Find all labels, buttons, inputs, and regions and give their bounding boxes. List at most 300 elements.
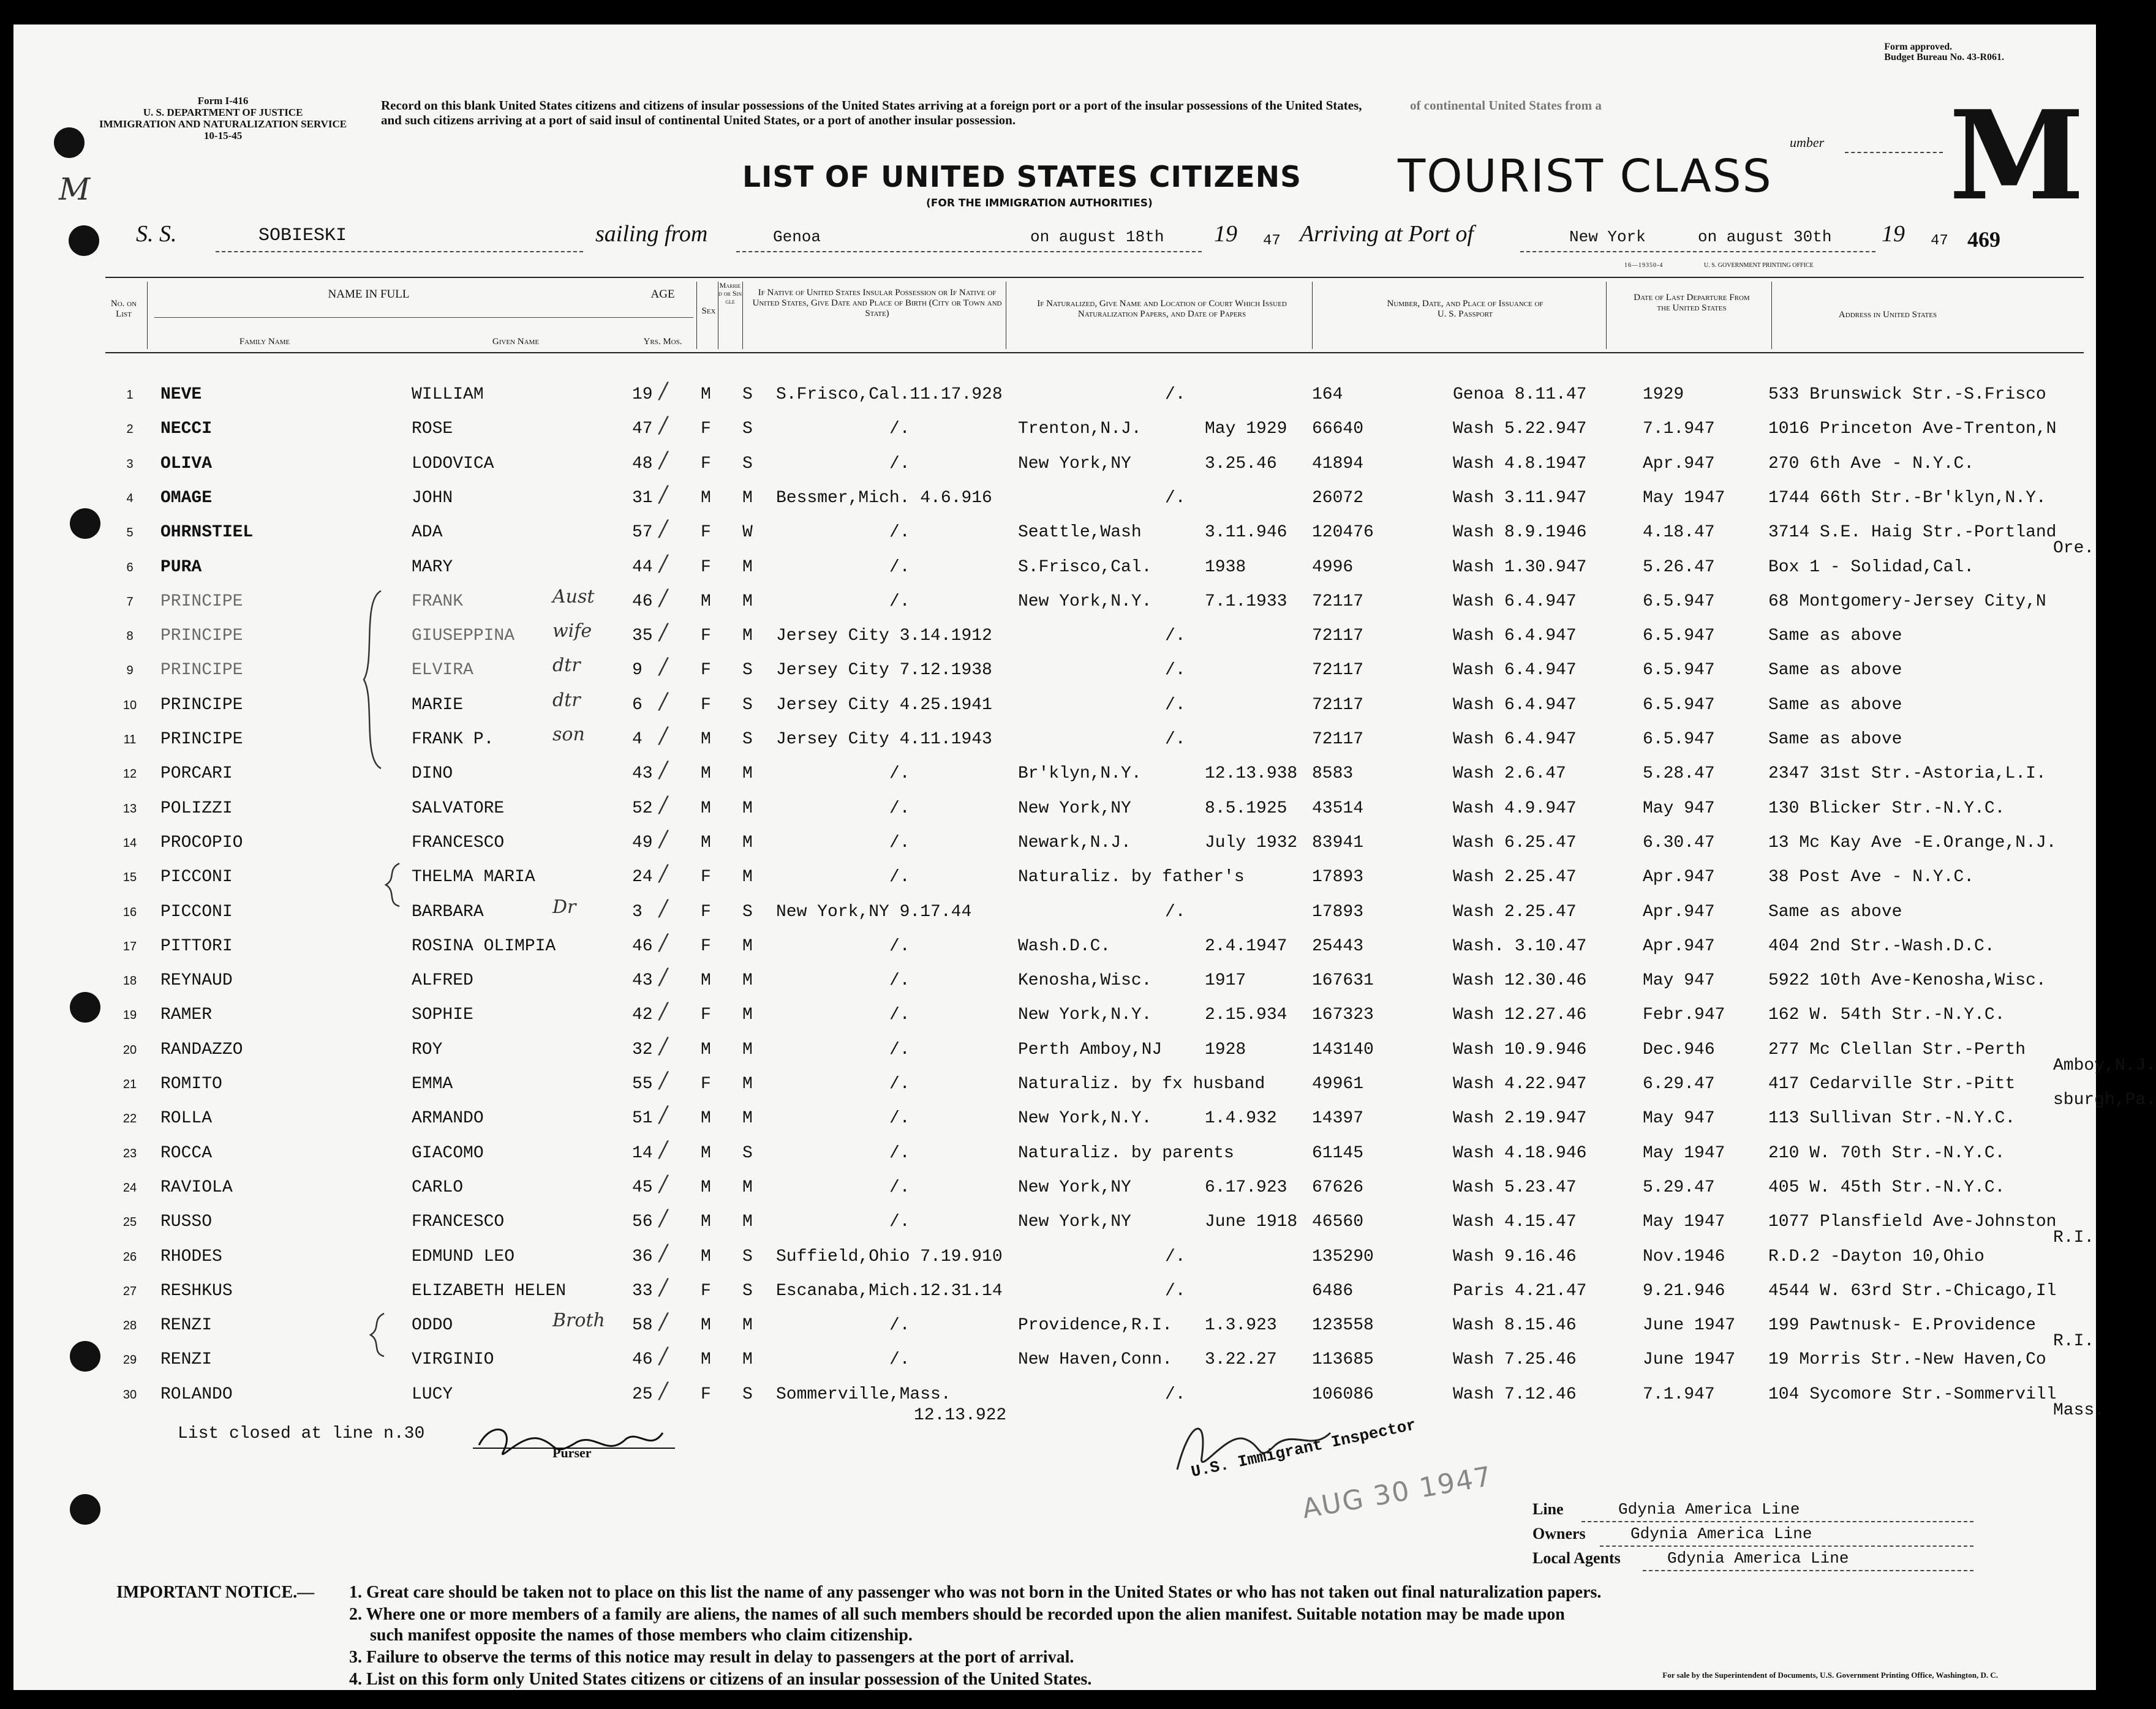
form-identifier: Form I-416 U. S. DEPARTMENT OF JUSTICE IMMIGRATION AND NATURALIZATION SERVICE 10-15-45 (99, 95, 347, 141)
cell-given: BARBARA (412, 902, 484, 922)
age-check-mark: / (660, 1206, 668, 1231)
ditto-mark: /. (889, 454, 910, 473)
gpo-sale-note: For sale by the Superintendent of Documents, U.S. Government Printing Office, Washington, D. C. (1662, 1670, 1998, 1680)
cell-nat: New York,N.Y. (1018, 1109, 1152, 1129)
table-row (13, 1171, 2096, 1210)
cell-n: 11 (123, 733, 137, 746)
cell-pp-no: 113685 (1312, 1350, 1374, 1370)
ditto-mark: /. (1165, 626, 1186, 646)
cell-family: PURA (160, 557, 202, 577)
page-number: 469 (1967, 227, 2000, 252)
cell-sex: F (701, 695, 711, 715)
age-check-mark: / (660, 1309, 668, 1335)
inspection-stamp: AUG 30 1947 (1300, 1460, 1495, 1525)
cell-sex: M (701, 971, 711, 991)
table-row (13, 826, 2096, 865)
age-check-mark: / (660, 447, 668, 473)
cell-dep: Apr.947 (1643, 868, 1715, 887)
cell-age: 31 (632, 488, 653, 508)
cell-nat: New York,NY (1018, 454, 1131, 473)
cell-pp-place: Wash 2.25.47 (1453, 868, 1577, 887)
margin-mark: M (59, 171, 91, 207)
cell-pp-no: 72117 (1312, 730, 1364, 749)
column-divider (147, 282, 148, 349)
cell-sex: F (701, 1281, 711, 1301)
cell-addr: Same as above (1768, 661, 1902, 680)
cell-given: ROSE (412, 419, 453, 439)
cell-ms: M (742, 626, 753, 646)
column-divider (1312, 282, 1313, 349)
list-number-line (1845, 152, 1943, 153)
ditto-mark: /. (889, 592, 910, 611)
cell-addr: 130 Blicker Str.-N.Y.C. (1768, 798, 2005, 818)
ditto-mark: /. (889, 1316, 910, 1335)
handwritten-relation-note: Dr (552, 896, 576, 918)
ditto-mark: /. (1165, 1384, 1186, 1404)
cell-age: 3 (632, 902, 643, 922)
arrival-year-prefix: 19 (1882, 221, 1905, 247)
purser-label: Purser (552, 1445, 592, 1460)
age-check-mark: / (660, 1171, 668, 1196)
table-row (13, 1206, 2096, 1248)
age-check-mark: / (660, 1068, 668, 1093)
cell-family: ROMITO (160, 1075, 222, 1094)
ditto-mark: /. (889, 798, 910, 818)
table-row (13, 413, 2096, 451)
cell-family: REYNAUD (160, 971, 233, 991)
line-underline (1581, 1521, 1973, 1522)
cell-ms: S (742, 1384, 753, 1404)
handwritten-relation-note: dtr (552, 655, 581, 677)
cell-address-continued: R.I. (2053, 1228, 2095, 1248)
cell-ms: M (742, 1212, 753, 1232)
cell-given: ARMANDO (412, 1109, 484, 1129)
cell-pp-no: 72117 (1312, 661, 1364, 680)
cell-family: RUSSO (160, 1212, 213, 1232)
cell-addr: 104 Sycomore Str.-Sommervill (1768, 1384, 2057, 1404)
cell-pp-place: Wash 12.27.46 (1453, 1005, 1587, 1025)
ditto-mark: /. (1165, 661, 1186, 680)
cell-pp-no: 135290 (1312, 1247, 1374, 1266)
cell-sex: F (701, 936, 711, 956)
cell-n: 27 (123, 1284, 137, 1298)
notice-item-1: 1. Great care should be taken not to place on this list the name of any passenger who was not born in the United States or who has not taken out final naturalization papers. (349, 1583, 1602, 1602)
table-row (13, 1274, 2096, 1313)
cell-addr: 38 Post Ave - N.Y.C. (1768, 868, 1975, 887)
cell-dep: May 947 (1643, 1109, 1715, 1129)
ditto-mark: /. (889, 868, 910, 887)
notice-item-2: 2. Where one or more members of a family are aliens, the names of all such members should be recorded upon the alien manifest. Suitable notation may be made upon (349, 1605, 1565, 1624)
cell-nat: Seattle,Wash (1018, 523, 1142, 543)
owners-underline (1600, 1546, 1973, 1547)
cell-given: LUCY (412, 1384, 453, 1404)
cell-sex: F (701, 419, 711, 439)
cell-age: 35 (632, 626, 653, 646)
table-row (13, 688, 2096, 727)
notice-item-2-continued: such manifest opposite the names of those members who claim citizenship. (370, 1626, 913, 1645)
cell-given: VIRGINIO (412, 1350, 494, 1370)
cell-dep: 5.28.47 (1643, 764, 1715, 784)
table-row (13, 1378, 2105, 1425)
age-check-mark: / (660, 620, 668, 645)
table-row (13, 620, 2096, 658)
cell-nat-date: 1917 (1205, 971, 1246, 991)
agents-value: Gdynia America Line (1667, 1549, 1849, 1568)
cell-sex: M (701, 833, 711, 852)
cell-sex: F (701, 902, 711, 922)
age-check-mark: / (660, 1136, 668, 1162)
cell-age: 14 (632, 1143, 653, 1163)
cell-given: SOPHIE (412, 1005, 473, 1025)
name-divider (154, 317, 693, 318)
cell-given: GIUSEPPINA (412, 626, 515, 646)
ditto-mark: /. (889, 557, 910, 577)
cell-given: ALFRED (412, 971, 473, 991)
cell-age: 4 (632, 730, 643, 749)
list-letter: M (1949, 84, 2085, 228)
ditto-mark: /. (889, 971, 910, 991)
cell-n: 24 (123, 1181, 137, 1195)
cell-n: 21 (123, 1078, 137, 1091)
age-check-mark: / (660, 895, 668, 921)
cell-family: RENZI (160, 1350, 213, 1370)
cell-age: 58 (632, 1316, 653, 1335)
cell-age: 57 (632, 523, 653, 543)
arrival-port: New York (1569, 228, 1646, 246)
ditto-mark: /. (889, 764, 910, 784)
cell-pp-no: 46560 (1312, 1212, 1364, 1232)
header-sex: Sex (701, 306, 716, 316)
cell-nat-date: 12.13.938 (1205, 764, 1298, 784)
ditto-mark: /. (889, 1109, 910, 1129)
cell-age: 46 (632, 936, 653, 956)
cell-nat-date: 3.22.27 (1205, 1350, 1277, 1370)
cell-ms: M (742, 936, 753, 956)
cell-pp-no: 4996 (1312, 557, 1354, 577)
header-name-in-full: NAME IN FULL (328, 288, 410, 301)
print-code: 16—19350-4 (1624, 262, 1664, 269)
cell-family: ROLLA (160, 1109, 213, 1129)
cell-addr: 68 Montgomery-Jersey City,N (1768, 592, 2046, 611)
cell-given: WILLIAM (412, 385, 484, 404)
notice-heading: IMPORTANT NOTICE.— (116, 1583, 315, 1602)
age-check-mark: / (660, 550, 668, 576)
cell-nat: Newark,N.J. (1018, 833, 1131, 852)
cell-ms: M (742, 764, 753, 784)
table-row (13, 1240, 2096, 1279)
header-family-name: Family Name (239, 337, 290, 347)
table-row (13, 1343, 2096, 1382)
cell-ms: M (742, 868, 753, 887)
ship-name: SOBIESKI (258, 225, 347, 246)
cell-given: ROSINA OLIMPIA (412, 936, 556, 956)
cell-ms: M (742, 557, 753, 577)
cell-age: 25 (632, 1384, 653, 1404)
cell-dep: Apr.947 (1643, 902, 1715, 922)
table-row (13, 550, 2096, 590)
ditto-mark: /. (889, 523, 910, 543)
table-row (13, 861, 2096, 900)
list-number-label: umber (1790, 135, 1825, 150)
age-check-mark: / (660, 585, 668, 610)
cell-age: 43 (632, 764, 653, 784)
cell-sex: F (701, 1075, 711, 1094)
cell-pp-no: 61145 (1312, 1143, 1364, 1163)
cell-addr: 1077 Plansfield Ave-Johnston (1768, 1212, 2057, 1232)
table-row (13, 585, 2096, 624)
cell-nat: Trenton,N.J. (1018, 419, 1142, 439)
cell-sex: F (701, 557, 711, 577)
binder-hole (70, 1494, 100, 1525)
cell-birth-continued: 12.13.922 (914, 1405, 1007, 1425)
cell-sex: M (701, 592, 711, 611)
cell-family: POLIZZI (160, 798, 233, 818)
form-instructions: Record on this blank United States citizens and citizens of insular possessions of the United States arriving at a foreign port or a port of the insular possessions of the United States, and such citizens arriving at a port of said insul of continental United States, or a port of another insular possession. (381, 98, 1362, 127)
cell-pp-no: 164 (1312, 385, 1343, 404)
cell-n: 9 (126, 664, 134, 678)
cell-n: 6 (126, 560, 134, 574)
cell-pp-place: Wash 7.12.46 (1453, 1384, 1577, 1404)
age-check-mark: / (660, 516, 668, 542)
cell-nat-date: 1.3.923 (1205, 1316, 1277, 1335)
cell-sex: F (701, 868, 711, 887)
cell-family: PRINCIPE (160, 695, 243, 715)
cell-pp-no: 120476 (1312, 523, 1374, 543)
cell-addr: Same as above (1768, 902, 1902, 922)
cell-ms: W (742, 523, 753, 543)
cell-nat-date: 7.1.1933 (1205, 592, 1287, 611)
cell-n: 17 (123, 939, 137, 953)
cell-given: DINO (412, 764, 453, 784)
cell-pp-place: Wash 2.6.47 (1453, 764, 1566, 784)
cell-nat-date: 3.25.46 (1205, 454, 1277, 473)
cell-nat: New York,NY (1018, 1212, 1131, 1232)
cell-n: 14 (123, 836, 137, 850)
header-last-departure: Date of Last Departure From the United States (1634, 293, 1750, 313)
cell-ms: M (742, 1005, 753, 1025)
cell-pp-place: Genoa 8.11.47 (1453, 385, 1587, 404)
cell-pp-place: Wash 12.30.46 (1453, 971, 1587, 991)
cell-pp-no: 49961 (1312, 1075, 1364, 1094)
cell-n: 16 (123, 905, 137, 919)
cell-n: 8 (126, 629, 134, 644)
table-row (13, 757, 2096, 796)
cell-n: 15 (123, 871, 137, 885)
table-row (13, 654, 2096, 693)
age-check-mark: / (660, 723, 668, 748)
cell-dep: Nov.1946 (1643, 1247, 1725, 1266)
cell-nat-date: 2.4.1947 (1205, 936, 1287, 956)
cell-n: 3 (126, 457, 134, 471)
cell-birth: Suffield,Ohio 7.19.910 (776, 1247, 1003, 1266)
cell-nat-date: 1938 (1205, 557, 1246, 577)
cell-pp-no: 167323 (1312, 1005, 1374, 1025)
cell-pp-place: Wash 4.9.947 (1453, 798, 1577, 818)
cell-family: OHRNSTIEL (160, 523, 254, 543)
age-check-mark: / (660, 1033, 668, 1059)
cell-nat: New York,N.Y. (1018, 592, 1152, 611)
cell-nat: Providence,R.I. (1018, 1316, 1173, 1335)
cell-family: PICCONI (160, 902, 233, 922)
cell-n: 12 (123, 767, 137, 781)
cell-n: 4 (126, 491, 134, 505)
cell-addr: Same as above (1768, 695, 1902, 715)
cell-dep: 6.5.947 (1643, 661, 1715, 680)
cell-n: 28 (123, 1319, 137, 1333)
header-passport: Number, Date, and Place of Issuance of U. S. Passport (1387, 299, 1544, 319)
cell-dep: May 1947 (1643, 1143, 1725, 1163)
cell-dep: Dec.946 (1643, 1040, 1715, 1059)
cell-ms: M (742, 971, 753, 991)
departure-date: on august 18th (1030, 228, 1164, 246)
cell-pp-no: 66640 (1312, 419, 1364, 439)
cell-nat: New York,N.Y. (1018, 1005, 1152, 1025)
cell-given: ROY (412, 1040, 443, 1059)
cell-family: PRINCIPE (160, 730, 243, 749)
cell-nat: Br'klyn,N.Y. (1018, 764, 1142, 784)
cell-nat: Naturaliz. by parents (1018, 1143, 1234, 1163)
cell-sex: M (701, 1040, 711, 1059)
cell-dep: 6.29.47 (1643, 1075, 1715, 1094)
cell-ms: M (742, 1178, 753, 1197)
cell-n: 1 (126, 388, 134, 402)
table-row (13, 895, 2096, 934)
cell-nat-date: 3.11.946 (1205, 523, 1287, 543)
cell-ms: S (742, 730, 753, 749)
cell-given: LODOVICA (412, 454, 494, 473)
cell-sex: M (701, 385, 711, 404)
cell-addr: 5922 10th Ave-Kenosha,Wisc. (1768, 971, 2046, 991)
cell-pp-no: 26072 (1312, 488, 1364, 508)
ditto-mark: /. (889, 1143, 910, 1163)
cell-family: OMAGE (160, 488, 213, 508)
departure-year-prefix: 19 (1214, 221, 1237, 247)
cell-dep: 6.5.947 (1643, 592, 1715, 611)
cell-ms: S (742, 454, 753, 473)
cell-sex: M (701, 1316, 711, 1335)
cell-ms: S (742, 419, 753, 439)
cell-ms: S (742, 695, 753, 715)
cell-dep: May 1947 (1643, 488, 1725, 508)
cell-ms: M (742, 1109, 753, 1129)
cell-birth: New York,NY 9.17.44 (776, 902, 972, 922)
column-divider (1771, 282, 1772, 349)
family-bracket-principe (356, 588, 393, 772)
cell-sex: M (701, 1350, 711, 1370)
handwritten-relation-note: son (552, 724, 585, 745)
cell-family: OLIVA (160, 454, 213, 473)
column-divider (742, 282, 743, 349)
cell-given: SALVATORE (412, 798, 505, 818)
cell-nat: S.Frisco,Cal. (1018, 557, 1152, 577)
cell-nat: New York,NY (1018, 1178, 1131, 1197)
age-check-mark: / (660, 654, 668, 680)
cell-pp-no: 72117 (1312, 695, 1364, 715)
age-check-mark: / (660, 999, 668, 1024)
header-age: AGE (650, 288, 675, 301)
cell-ms: M (742, 1350, 753, 1370)
ditto-mark: /. (1165, 902, 1186, 922)
cell-n: 10 (123, 698, 137, 712)
owners-label: Owners (1532, 1525, 1586, 1542)
cell-sex: F (701, 454, 711, 473)
cell-age: 46 (632, 1350, 653, 1370)
table-row (13, 1136, 2096, 1176)
cell-addr: 404 2nd Str.-Wash.D.C. (1768, 936, 1995, 956)
cell-given: FRANCESCO (412, 833, 505, 852)
cell-n: 26 (123, 1250, 137, 1264)
age-check-mark: / (660, 1378, 668, 1403)
cell-pp-no: 6486 (1312, 1281, 1354, 1301)
ditto-mark: /. (889, 1212, 910, 1232)
cell-pp-place: Wash 5.22.947 (1453, 419, 1587, 439)
cell-addr: R.D.2 -Dayton 10,Ohio (1768, 1247, 1985, 1266)
table-row (13, 1033, 2156, 1075)
cell-birth: Jersey City 3.14.1912 (776, 626, 992, 646)
line-label: Line (1532, 1500, 1564, 1518)
cell-family: PORCARI (160, 764, 233, 784)
cell-pp-place: Wash. 3.10.47 (1453, 936, 1587, 956)
cell-dep: 6.30.47 (1643, 833, 1715, 852)
age-check-mark: / (660, 1274, 668, 1300)
cell-n: 5 (126, 526, 134, 540)
cell-ms: M (742, 1040, 753, 1059)
cell-pp-no: 25443 (1312, 936, 1364, 956)
cell-address-continued: sburgh,Pa. (2053, 1091, 2156, 1110)
cell-pp-place: Wash 6.4.947 (1453, 661, 1577, 680)
manifest-sheet (13, 24, 2156, 1690)
purser-signature (467, 1414, 687, 1470)
family-bracket-picconi (381, 860, 405, 909)
cell-dep: May 947 (1643, 798, 1715, 818)
cell-given: ODDO (412, 1316, 453, 1335)
cell-family: RAVIOLA (160, 1178, 233, 1197)
cell-sex: F (701, 1384, 711, 1404)
notice-item-3: 3. Failure to observe the terms of this notice may result in delay to passengers at the port of arrival. (349, 1648, 1074, 1667)
ditto-mark: /. (889, 1178, 910, 1197)
cell-given: GIACOMO (412, 1143, 484, 1163)
age-check-mark: / (660, 1343, 668, 1369)
cell-given: FRANK P. (412, 730, 494, 749)
ditto-mark: /. (889, 1040, 910, 1059)
cell-age: 49 (632, 833, 653, 852)
cell-family: PICCONI (160, 868, 233, 887)
cell-address-continued: Amboy,N.J. (2053, 1056, 2156, 1075)
cell-dep: June 1947 (1643, 1316, 1736, 1335)
cell-pp-place: Wash 1.30.947 (1453, 557, 1587, 577)
cell-sex: M (701, 1178, 711, 1197)
cell-nat: Wash.D.C. (1018, 936, 1111, 956)
cell-pp-no: 14397 (1312, 1109, 1364, 1129)
cell-pp-place: Wash 6.4.947 (1453, 626, 1577, 646)
cell-pp-no: 167631 (1312, 971, 1374, 991)
cell-age: 19 (632, 385, 653, 404)
cell-ms: S (742, 1247, 753, 1266)
cell-sex: F (701, 1005, 711, 1025)
age-check-mark: / (660, 1240, 668, 1266)
cell-ms: M (742, 833, 753, 852)
handwritten-relation-note: dtr (552, 689, 581, 711)
cell-age: 55 (632, 1075, 653, 1094)
cell-dep: 6.5.947 (1643, 730, 1715, 749)
cell-given: ADA (412, 523, 443, 543)
cell-family: PRINCIPE (160, 592, 243, 611)
cell-n: 2 (126, 423, 134, 437)
cell-pp-place: Wash 4.22.947 (1453, 1075, 1587, 1094)
cell-given: MARIE (412, 695, 464, 715)
cell-n: 23 (123, 1146, 137, 1160)
cell-pp-place: Wash 6.25.47 (1453, 833, 1577, 852)
